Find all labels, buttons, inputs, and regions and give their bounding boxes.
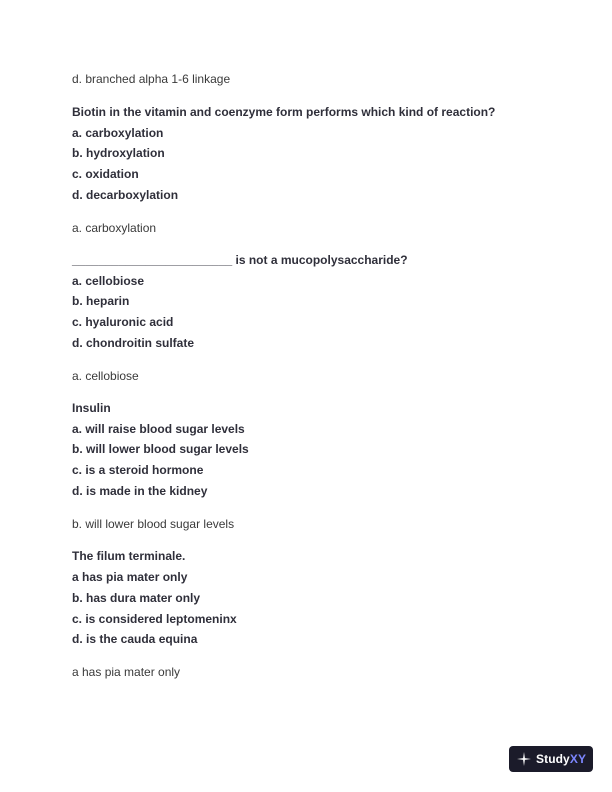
option-text: b. has dura mater only [72,591,201,605]
option-text: c. oxidation [72,167,139,181]
answer-text: a. carboxylation [72,221,157,235]
question-text: Insulin [72,401,111,415]
question-text: The filum terminale. [72,549,186,563]
brand-name [536,752,586,766]
option-text: b. hydroxylation [72,146,165,160]
brand-name-accent: XY [569,752,587,766]
option-text: d. chondroitin sulfate [72,336,194,350]
question-text: ________________________ is not a mucopolysaccharide? [72,253,408,267]
option-text: a. carboxylation [72,126,164,140]
sparkle-plus-icon [517,752,531,766]
option-text: b. will lower blood sugar levels [72,442,249,456]
answer-text: a has pia mater only [72,665,181,679]
option-text: c. is a steroid hormone [72,463,204,477]
brand-name-main: Study [536,752,570,766]
question-text: Biotin in the vitamin and coenzyme form performs which kind of reaction? [72,105,496,119]
option-text: d. is made in the kidney [72,484,208,498]
answer-text: a. cellobiose [72,369,139,383]
studyxy-logo[interactable] [509,746,593,772]
option-text: c. hyaluronic acid [72,315,174,329]
answer-text: d. branched alpha 1-6 linkage [72,72,231,86]
answer-text: b. will lower blood sugar levels [72,517,235,531]
option-text: a has pia mater only [72,570,188,584]
option-text: a. will raise blood sugar levels [72,422,245,436]
option-text: d. decarboxylation [72,188,179,202]
option-text: c. is considered leptomeninx [72,612,237,626]
option-text: d. is the cauda equina [72,632,198,646]
option-text: a. cellobiose [72,274,145,288]
option-text: b. heparin [72,294,130,308]
